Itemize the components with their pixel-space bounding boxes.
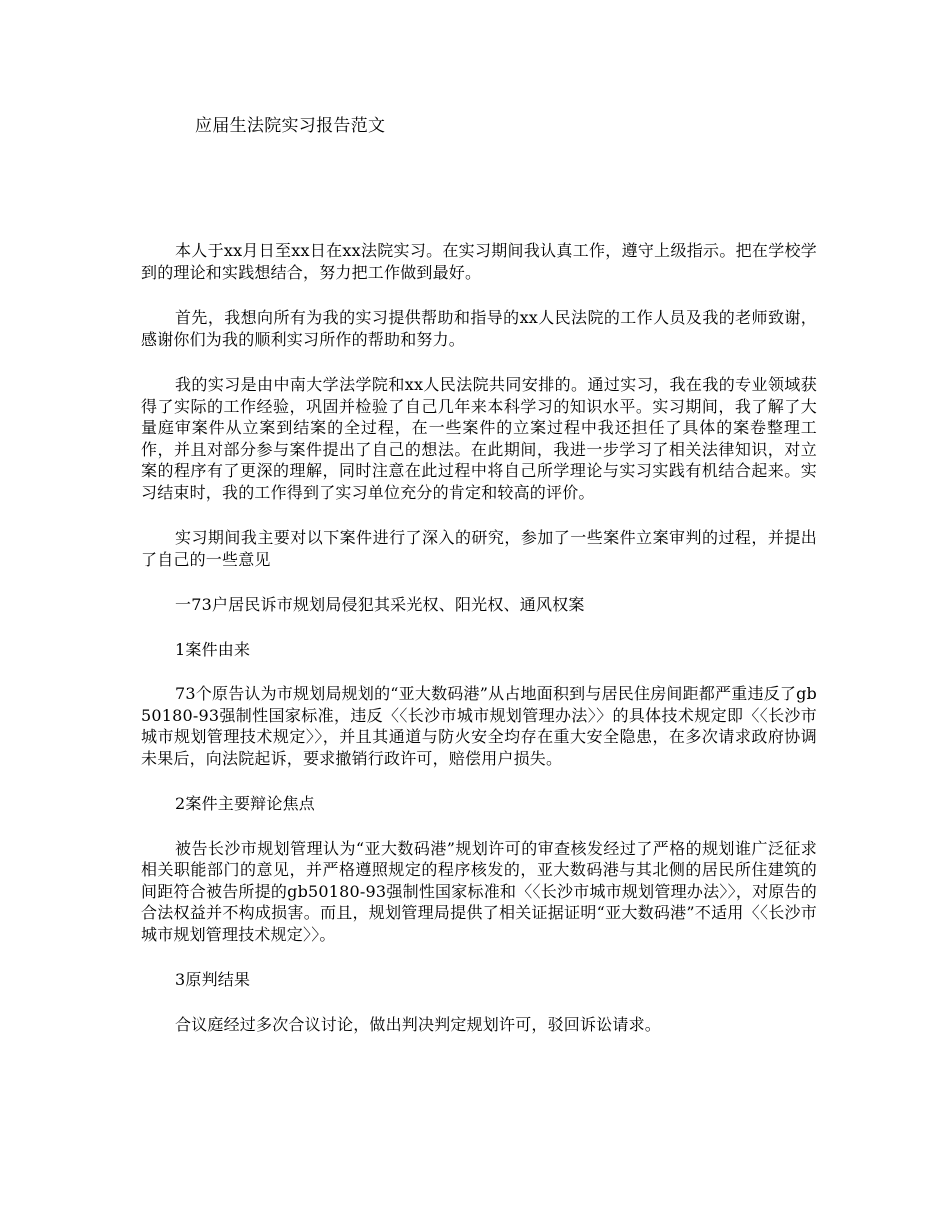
paragraph-thanks: 首先，我想向所有为我的实习提供帮助和指导的xx人民法院的工作人员及我的老师致谢，感谢你们为我的顺利实习所作的帮助和努力。 — [141, 308, 817, 349]
paragraph-debate-focus: 被告长沙市规划管理认为“亚大数码港”规划许可的审查核发经过了严格的规划谁广泛征求相关职能部门的意见，并严格遵照规定的程序核发的，亚大数码港与其北侧的居民所住建筑的间距符合被告所提的gb50180-93强制性国家标准和〈〈长沙市城市规划管理办法〉〉，对原告的合法权益并不构成损害。而且，规划管理局提供了相关证据证明“亚大数码港”不适用〈〈长沙市城市规划管理技术规定〉〉。 — [141, 838, 817, 944]
document-title: 应届生法院实习报告范文 — [195, 116, 386, 136]
section-heading-case-origin: 1案件由来 — [175, 639, 251, 659]
document-body — [141, 240, 817, 1059]
paragraph-case-research: 实习期间我主要对以下案件进行了深入的研究，参加了一些案件立案审判的过程，并提出了自己的一些意见 — [141, 528, 817, 569]
section-heading-debate-focus: 2案件主要辩论焦点 — [175, 794, 315, 813]
paragraph-judgment: 合议庭经过多次合议讨论，做出判决判定规划许可，驳回诉讼请求。 — [175, 1014, 662, 1034]
paragraph-internship-overview: 我的实习是由中南大学法学院和xx人民法院共同安排的。通过实习，我在我的专业领域获得了实际的工作经验，巩固并检验了自己几年来本科学习的知识水平。实习期间，我了解了大量庭审案件从立案到结案的全过程，在一些案件的立案过程中我还担任了具体的案卷整理工作，并且对部分参与案件提出了自己的想法。在此期间，我进一步学习了相关法律知识，对立案的程序有了更深的理解，同时注意在此过程中将自己所学理论与实习实践有机结合起来。实习结束时，我的工作得到了实习单位充分的肯定和较高的评价。 — [141, 375, 817, 502]
case-heading: 一73户居民诉市规划局侵犯其采光权、阳光权、通风权案 — [175, 595, 585, 614]
section-heading-judgment: 3原判结果 — [175, 970, 251, 989]
paragraph-case-origin: 73个原告认为市规划局规划的“亚大数码港”从占地面积到与居民住房间距都严重违反了gb50180-93强制性国家标准，违反〈〈长沙市城市规划管理办法〉〉的具体技术规定即〈〈长沙市城市规划管理技术规定〉〉，并且其通道与防火安全均存在重大安全隐患，在多次请求政府协调未果后，向法院起诉，要求撤销行政许可，赔偿用户损失。 — [141, 684, 817, 768]
paragraph-intro: 本人于xx月日至xx日在xx法院实习。在实习期间我认真工作，遵守上级指示。把在学校学到的理论和实践想结合，努力把工作做到最好。 — [141, 241, 817, 282]
